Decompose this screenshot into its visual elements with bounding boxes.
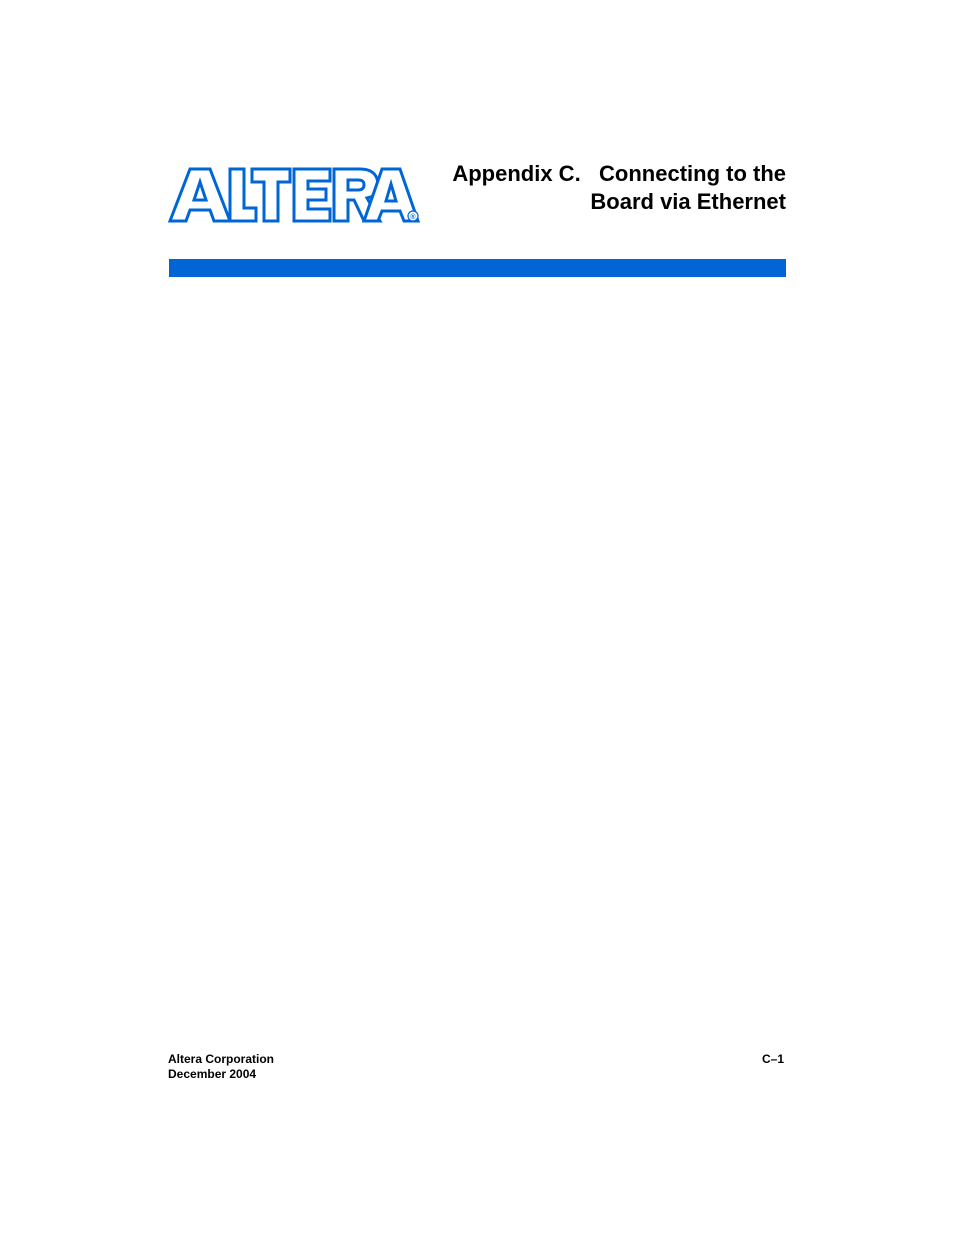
footer-page-number: C–1 bbox=[761, 1052, 784, 1066]
title-line-2: Board via Ethernet bbox=[590, 189, 786, 214]
footer-left bbox=[168, 1052, 274, 1082]
altera-logo bbox=[168, 166, 420, 224]
title-line-1: Appendix C. Connecting to the bbox=[452, 161, 786, 186]
footer-company: Altera Corporation bbox=[168, 1052, 275, 1066]
page-title bbox=[406, 160, 786, 216]
svg-text:®: ® bbox=[410, 214, 416, 221]
footer-date: December 2004 bbox=[168, 1067, 257, 1081]
header-rule-bar bbox=[169, 259, 786, 277]
